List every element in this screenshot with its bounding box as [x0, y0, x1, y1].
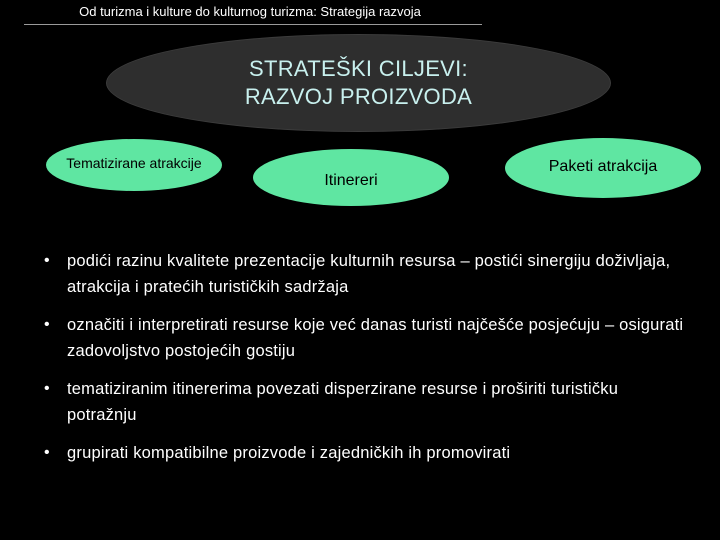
bullet-item — [44, 440, 684, 466]
header-divider — [24, 24, 482, 25]
bullet-text: grupirati kompatibilne proizvode i zajedničkih ih promovirati — [67, 444, 511, 462]
title-line-2: RAZVOJ PROIZVODA — [244, 84, 473, 109]
bullet-text: tematiziranim itinererima povezati disperzirane resurse i proširiti turističku potražnju — [67, 380, 619, 424]
product-pill-tematizirane-atrakcije — [46, 139, 222, 191]
bullet-text: podići razinu kvalitete prezentacije kulturnih resursa – postići sinergiju doživljaja, atrakcija i pratećih turističkih sadržaja — [67, 252, 671, 296]
bullet-item — [44, 312, 684, 364]
product-pill-itinereri — [253, 149, 449, 206]
bullet-dot-icon: • — [44, 316, 50, 333]
product-pill-paketi-atrakcija — [505, 138, 701, 198]
goals-bullet-list — [44, 248, 684, 466]
product-pill-label: Paketi atrakcija — [548, 157, 658, 175]
slide-header: Od turizma i kulture do kulturnog turizma: Strategija razvoja — [79, 4, 421, 19]
bullet-dot-icon: • — [44, 444, 50, 461]
title-ellipse — [107, 35, 610, 131]
bullet-item — [44, 248, 684, 300]
title-line-1: STRATEŠKI CILJEVI: — [249, 56, 468, 81]
bullet-dot-icon: • — [44, 252, 50, 269]
product-pill-label: Itinereri — [324, 171, 378, 189]
bullet-text: označiti i interpretirati resurse koje već danas turisti najčešće posjećuju – osigurati zadovoljstvo postojećih gostiju — [67, 316, 684, 360]
bullet-item — [44, 376, 684, 428]
product-pill-label: Tematizirane atrakcije — [66, 155, 202, 171]
bullet-dot-icon: • — [44, 380, 50, 397]
